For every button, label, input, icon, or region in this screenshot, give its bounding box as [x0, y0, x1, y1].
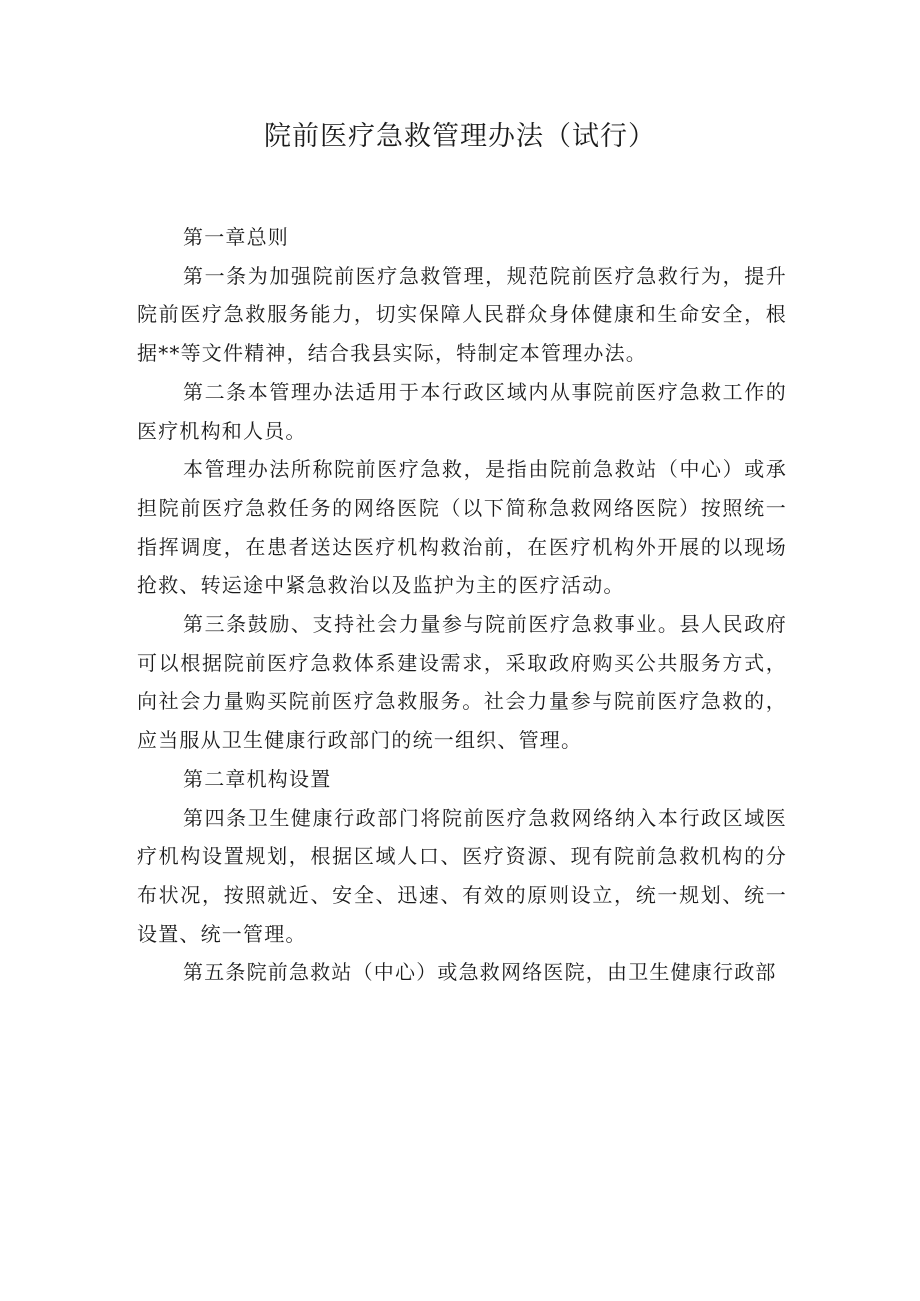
document-body [137, 218, 787, 992]
chapter-heading: 第一章总则 [183, 225, 289, 249]
article-paragraph: 第一条为加强院前医疗急救管理，规范院前医疗急救行为，提升院前医疗急救服务能力，切实保障人民群众身体健康和生命安全，根据**等文件精神，结合我县实际，特制定本管理办法。 [137, 263, 787, 366]
article-paragraph: 第二条本管理办法适用于本行政区域内从事院前医疗急救工作的医疗机构和人员。 [137, 379, 787, 443]
chapter-heading: 第二章机构设置 [183, 766, 332, 791]
article-paragraph: 第四条卫生健康行政部门将院前医疗急救网络纳入本行政区域医疗机构设置规划，根据区域人口、医疗资源、现有院前急救机构的分布状况，按照就近、安全、迅速、有效的原则设立，统一规划、统一设置、统一管理。 [137, 805, 787, 946]
article-paragraph: 第三条鼓励、支持社会力量参与院前医疗急救事业。县人民政府可以根据院前医疗急救体系建设需求，采取政府购买公共服务方式，向社会力量购买院前医疗急救服务。社会力量参与院前医疗急救的，应当服从卫生健康行政部门的统一组织、管理。 [137, 612, 787, 753]
document-title: 院前医疗急救管理办法（试行） [264, 121, 656, 152]
article-paragraph: 第五条院前急救站（中心）或急救网络医院，由卫生健康行政部 [183, 960, 777, 985]
article-paragraph: 本管理办法所称院前医疗急救，是指由院前急救站（中心）或承担院前医疗急救任务的网络医院（以下简称急救网络医院）按照统一指挥调度，在患者送达医疗机构救治前，在医疗机构外开展的以现场抢救、转运途中紧急救治以及监护为主的医疗活动。 [137, 457, 787, 598]
